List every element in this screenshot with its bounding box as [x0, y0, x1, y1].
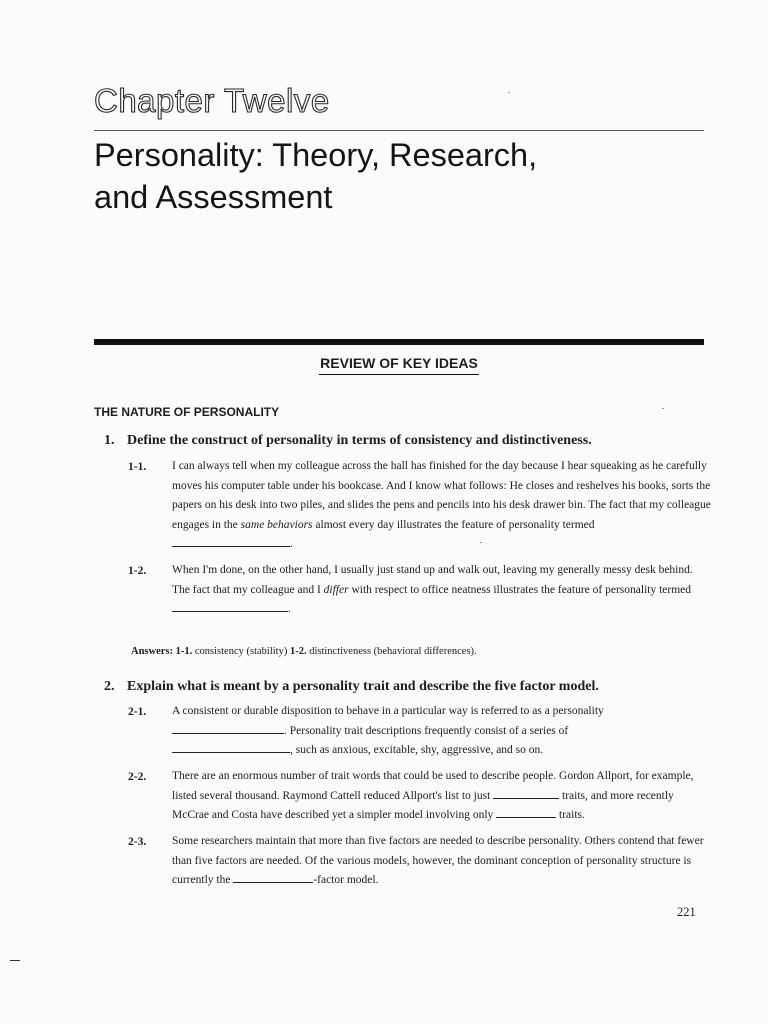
objective-text: Define the construct of personality in terms of consistency and distinctiveness.: [127, 433, 592, 448]
scan-speck: [508, 92, 510, 93]
question-2-3: Some researchers maintain that more than five factors are needed to describe personality. Others contend that fewer than five factors are needed. Of the various models, however, the dominant conception of personality structure is currently the -factor model.: [172, 835, 704, 886]
answer-blank[interactable]: [172, 535, 290, 547]
section-divider: [94, 339, 704, 345]
answers-line: Answers: 1-1. consistency (stability) 1-2. distinctiveness (behavioral differences).: [131, 646, 477, 657]
scan-speck: [480, 542, 482, 543]
question-2-2: There are an enormous number of trait words that could be used to describe people. Gordon Allport, for example, listed several thousand. Raymond Cattell reduced Allport's list to just traits, and more recently McCrae and Costa have described yet a simpler model involving only traits.: [172, 770, 694, 821]
margin-mark: [10, 960, 20, 961]
chapter-rule: [94, 130, 704, 131]
question-number: 1-2.: [128, 565, 147, 577]
review-heading: REVIEW OF KEY IDEAS: [0, 355, 768, 375]
section-heading: THE NATURE OF PERSONALITY: [94, 405, 280, 419]
page-number: 221: [677, 905, 696, 919]
answer-blank[interactable]: [493, 787, 559, 799]
answer-blank[interactable]: [172, 741, 290, 753]
question-number: 1-1.: [128, 461, 147, 473]
objective-number: 2.: [104, 679, 115, 694]
chapter-title-line-1: Personality: Theory, Research,: [94, 137, 538, 173]
objective-number: 1.: [104, 433, 115, 448]
question-1-2: When I'm done, on the other hand, I usually just stand up and walk out, leaving my generally messy desk behind. The fact that my colleague and I differ with respect to office neatness illustrates the feature of personality termed .: [172, 564, 693, 615]
answer-blank[interactable]: [172, 722, 284, 734]
question-1-1: I can always tell when my colleague across the hall has finished for the day because I hear squeaking as he carefully moves his computer table under his bookcase. And I know what follows: He closes and reshelves his books, sorts the papers on his desk into two piles, and slides the pens and pencils into his desk drawer bin. The fact that my colleague engages in the same behaviors almost every day illustrates the feature of personality termed .: [172, 460, 711, 550]
question-2-1: A consistent or durable disposition to behave in a particular way is referred to as a personality . Personality trait descriptions frequently consist of a series of , such as anxious, excitable, shy, aggressive, and so on.: [172, 705, 604, 756]
question-number: 2-3.: [128, 836, 147, 848]
chapter-label: Chapter Twelve: [94, 82, 330, 119]
chapter-title-line-2: and Assessment: [94, 179, 333, 215]
scan-speck: [662, 408, 664, 409]
answer-blank[interactable]: [172, 600, 288, 612]
objective-text: Explain what is meant by a personality trait and describe the five factor model.: [127, 679, 599, 694]
chapter-title: [94, 134, 714, 218]
answer-blank[interactable]: [496, 806, 556, 818]
question-number: 2-2.: [128, 771, 147, 783]
answer-blank[interactable]: [233, 871, 313, 883]
question-number: 2-1.: [128, 706, 147, 718]
